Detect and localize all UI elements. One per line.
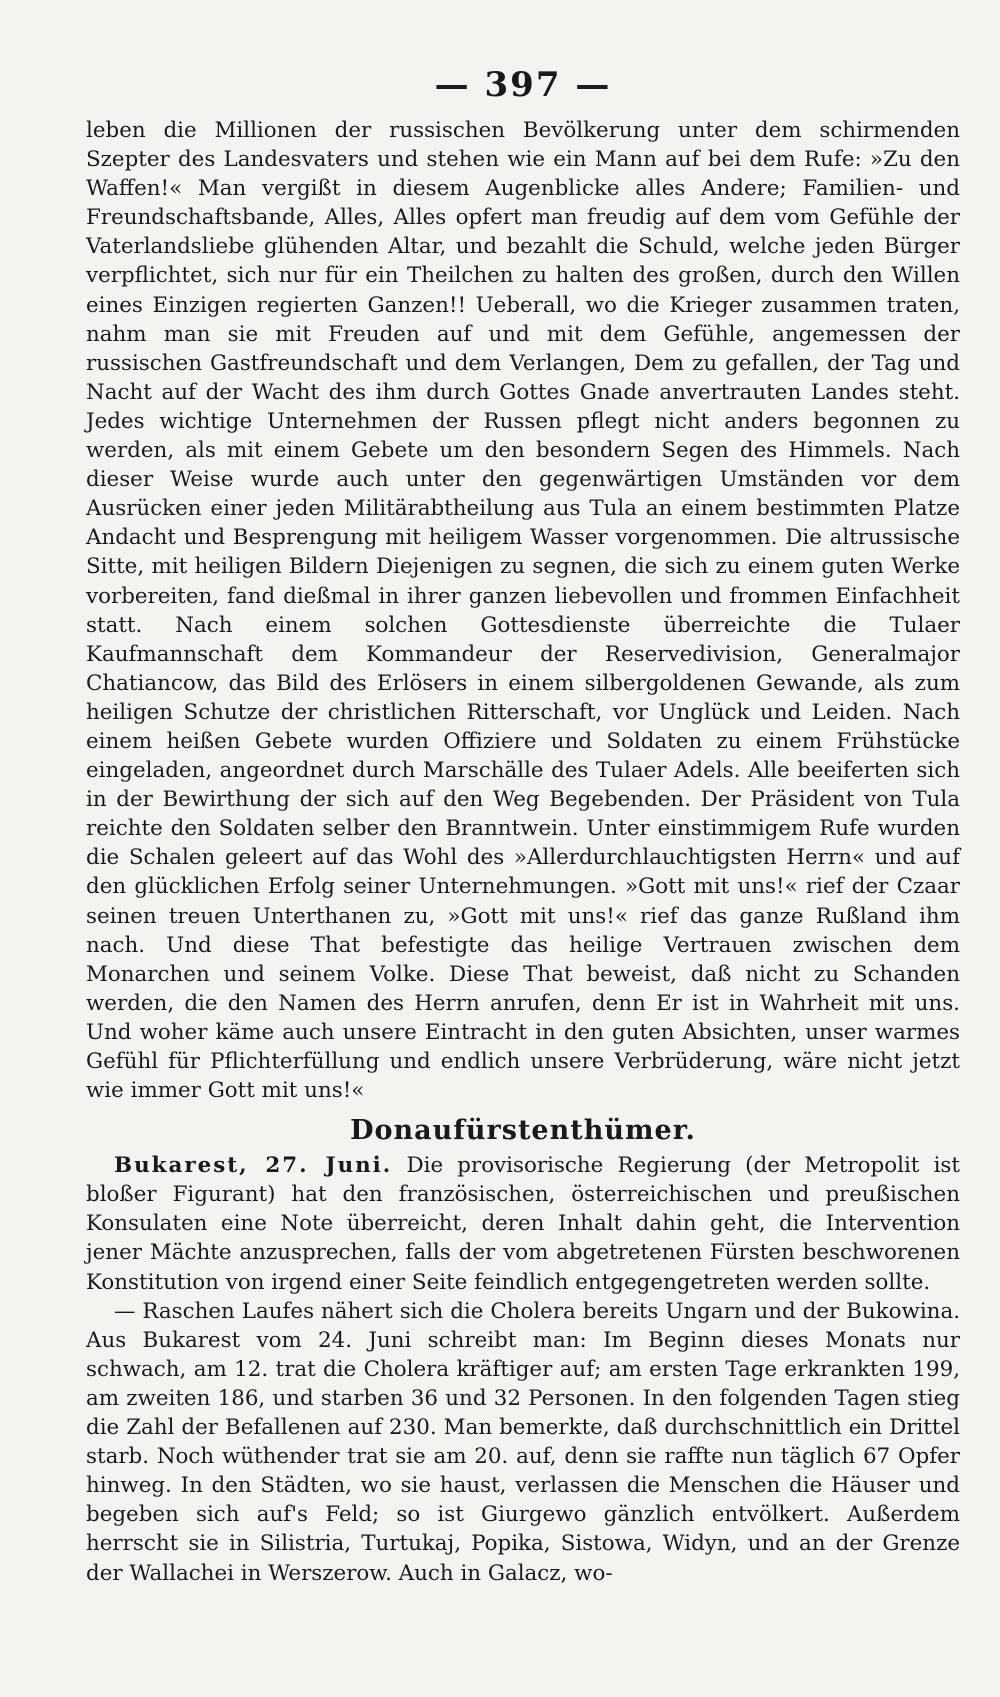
- page-number: — 397 —: [434, 65, 612, 105]
- article-paragraph: leben die Millionen der russischen Bevölkerung unter dem schirmenden Szepter des Landesvaters und stehen wie ein Mann auf bei dem Rufe: »Zu den Waffen!« Man vergißt in diesem Augenblicke alles Andere; Familien- und Freundschaftsbande, Alles, Alles opfert man freudig auf dem vom Gefühle der Vaterlandsliebe glühenden Altar, und bezahlt die Schuld, welche jeden Bürger verpflichtet, sich nur für ein Theilchen zu halten des großen, durch den Willen eines Einzigen regierten Ganzen!! Ueberall, wo die Krieger zusammen traten, nahm man sie mit Freuden auf und mit dem Gefühle, angemessen der russischen Gastfreundschaft und dem Verlangen, Dem zu gefallen, der Tag und Nacht auf der Wacht des ihm durch Gottes Gnade anvertrauten Landes steht. Jedes wichtige Unternehmen der Russen pflegt nicht anders begonnen zu werden, als mit einem Gebete um den besondern Segen des Himmels. Nach dieser Weise wurde auch unter den gegenwärtigen Umständen vor dem Ausrücken einer jeden Militärabtheilung aus Tula an einem bestimmten Platze Andacht und Besprengung mit heiligem Wasser vorgenommen. Die altrussische Sitte, mit heiligen Bildern Diejenigen zu segnen, die sich zu einem guten Werke vorbereiten, fand dießmal in ihrer ganzen liebevollen und frommen Einfachheit statt. Nach einem solchen Gottesdienste überreichte die Tulaer Kaufmannschaft dem Kommandeur der Reservedivision, Generalmajor Chatiancow, das Bild des Erlösers in einem silbergoldenen Gewande, als zum heiligen Schutze der christlichen Ritterschaft, vor Unglück und Leiden. Nach einem heißen Gebete wurden Offiziere und Soldaten zu einem Frühstücke eingeladen, angeordnet durch Marschälle des Tulaer Adels. Alle beeiferten sich in der Bewirthung der sich auf den Weg Begebenden. Der Präsident von Tula reichte den Soldaten selber den Branntwein. Unter einstimmigem Rufe wurden die Schalen geleert auf das Wohl des »Allerdurchlauchtigsten Herrn« und auf den glücklichen Erfolg seiner Unternehmungen. »Gott mit uns!« rief der Czaar seinen treuen Unterthanen zu, »Gott mit uns!« rief das ganze Rußland ihm nach. Und diese That befestigte das heilige Vertrauen zwischen dem Monarchen und seinem Volke. Diese That beweist, daß nicht zu Schanden werden, die den Namen des Herrn anrufen, denn Er ist in Wahrheit mit uns. Und woher käme auch unsere Eintracht in den guten Absichten, unser warmes Gefühl für Pflichterfüllung und endlich unsere Verbrüderung, wäre nicht jetzt wie immer Gott mit uns!«: [86, 118, 960, 1104]
- section-body: [86, 1151, 960, 1587]
- dateline-paragraph-text: Die provisorische Regierung (der Metropolit ist bloßer Figurant) hat den französischen, österreichischen und preußischen Konsulaten eine Note überreicht, deren Inhalt dahin geht, die Intervention jener Mächte anzusprechen, falls der vom abgetretenen Fürsten beschworenen Konstitution von irgend einer Seite feindlich entgegengetreten werden sollte.: [86, 1153, 960, 1295]
- dateline: Bukarest, 27. Juni.: [114, 1153, 393, 1179]
- dateline-paragraph: [86, 1151, 960, 1296]
- section-heading: Donaufürstenthümer.: [350, 1115, 696, 1147]
- article-continuation: [86, 116, 960, 1105]
- cholera-paragraph: — Raschen Laufes nähert sich die Cholera bereits Ungarn und der Bukowina. Aus Bukarest vom 24. Juni schreibt man: Im Beginn dieses Monats nur schwach, am 12. trat die Cholera kräftiger auf; am ersten Tage erkrankten 199, am zweiten 186, und starben 36 und 32 Personen. In den folgenden Tagen stieg die Zahl der Befallenen auf 230. Man bemerkte, daß durchschnittlich ein Drittel starb. Noch wüthender trat sie am 20. auf, denn sie raffte nun täglich 67 Opfer hinweg. In den Städten, wo sie haust, verlassen die Menschen die Häuser und begeben sich auf's Feld; so ist Giurgewo gänzlich entvölkert. Außerdem herrscht sie in Silistria, Turtukaj, Popika, Sistowa, Widyn, und an der Grenze der Wallachei in Werszerow. Auch in Galacz, wo-: [86, 1298, 960, 1586]
